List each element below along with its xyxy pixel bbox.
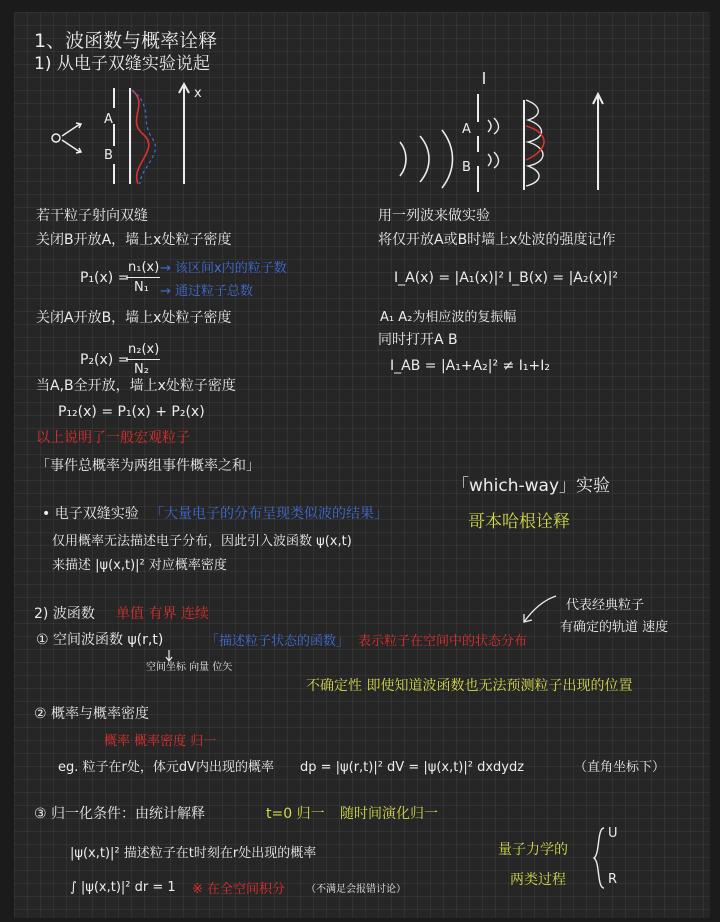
particle-line-4: 当A,B全开放，墙上x处粒子密度 (36, 378, 236, 394)
norm-meaning: |ψ(x,t)|² 描述粒子在t时刻在r处出现的概率 (70, 846, 317, 861)
blue-distribution-curve (132, 90, 155, 184)
p1-lhs: P₁(x) = (80, 270, 130, 286)
qm-u: U (608, 826, 618, 841)
arrow-lower (62, 140, 81, 153)
norm-integral: ∫ |ψ(x,t)|² dr = 1 (70, 880, 176, 895)
prob-cartesian-note: （直角坐标下） (574, 760, 666, 775)
down-arrow-icon (164, 650, 174, 662)
p2-lhs: P₂(x) = (80, 352, 130, 368)
p1-note-numerator: → 该区间x内的粒子数 (160, 261, 287, 276)
uncertainty-note: 不确定性 即使知道波函数也无法预测粒子出现的位置 (306, 678, 633, 694)
wave-line-1: 用一列波来做实验 (378, 208, 490, 224)
p2-denominator: N₂ (134, 362, 149, 377)
brace-icon (592, 826, 606, 890)
wavefn-heading: 2) 波函数 (34, 606, 95, 622)
wavefn-red-tags: 单值 有界 连续 (116, 606, 209, 622)
intensity-b: I_B(x) = |A₂(x)|² (508, 270, 619, 286)
qm-r: R (608, 872, 618, 887)
particle-line-5: 「事件总概率为两组事件概率之和」 (36, 458, 260, 474)
red-note-macro: 以上说明了一般宏观粒子 (36, 430, 190, 446)
slit-label-b: B (104, 148, 113, 163)
p1-fraction-bar (126, 277, 160, 278)
p1-denominator: N₁ (134, 280, 149, 295)
prob-dp-formula: dp = |ψ(r,t)|² dV = |ψ(x,t)|² dxdydz (300, 760, 525, 775)
which-way-title: 「which-way」实验 (452, 476, 611, 496)
intensity-ab: I_AB = |A₁+A₂|² ≠ I₁+I₂ (390, 358, 550, 374)
intensity-a: I_A(x) = |A₁(x)|² (394, 270, 504, 286)
electron-bullet: • 电子双缝实验 (42, 506, 139, 522)
arrow-upper (62, 123, 81, 136)
prob-red-tags: 概率 概率密度 归一 (104, 734, 217, 749)
p2-numerator: n₂(x) (128, 342, 160, 357)
wavefn-blue-box: 「描述粒子状态的函数」 (206, 634, 350, 649)
particle-line-3: 关闭A开放B，墙上x处粒子密度 (36, 310, 232, 326)
particle-line-2: 关闭B开放A，墙上x处粒子密度 (36, 232, 232, 248)
electron-line-2: 来描述 |ψ(x,t)|² 对应概率密度 (52, 558, 227, 573)
electron-box-note: 「大量电子的分布呈现类似波的结果」 (150, 506, 388, 522)
double-slit-particle-diagram (40, 80, 220, 190)
section-title: 1、波函数与概率诠释 (34, 30, 218, 52)
wave-line-4: 同时打开A B (378, 332, 458, 348)
slit-label-a: A (104, 112, 113, 127)
classic-line-2: 有确定的轨道 速度 (560, 620, 669, 635)
electron-line-1: 仅用概率无法描述电子分布，因此引入波函数 ψ(x,t) (52, 534, 352, 549)
norm-t0: t=0 归一 (266, 806, 325, 822)
wave-line-3: A₁ A₂为相应波的复振幅 (380, 310, 517, 325)
norm-gray-note: （不满足会报错讨论） (306, 884, 406, 895)
double-slit-wave-diagram (392, 70, 622, 195)
qm-line-1: 量子力学的 (498, 842, 568, 858)
wavefn-item-1: ① 空间波函数 ψ(r,t) (36, 632, 164, 648)
wavefn-red-note: 表示粒子在空间中的状态分布 (358, 634, 528, 649)
subsection-title: 1) 从电子双缝实验说起 (34, 54, 210, 74)
prob-eg: eg. 粒子在r处，体元dV内出现的概率 (58, 760, 275, 775)
p2-fraction-bar (126, 359, 160, 360)
p12-formula: P₁₂(x) = P₁(x) + P₂(x) (58, 404, 205, 420)
wave-line-2: 将仅开放A或B时墙上x处波的强度记作 (378, 232, 616, 248)
particle-line-1: 若干粒子射向双缝 (36, 208, 148, 224)
norm-red-note: ※ 在全空间积分 (192, 882, 286, 897)
classic-line-1: 代表经典粒子 (566, 598, 645, 613)
prob-item-2: ② 概率与概率密度 (34, 706, 150, 722)
qm-line-2: 两类过程 (510, 872, 566, 888)
x-axis-label: x (194, 86, 202, 101)
pointer-arrow-icon (520, 594, 560, 624)
red-distribution-curve (132, 90, 149, 184)
wave-slit-label-b: B (462, 160, 471, 175)
coords-note: 空间坐标 向量 位矢 (146, 662, 233, 673)
copenhagen-label: 哥本哈根诠释 (468, 512, 570, 532)
p1-note-denominator: → 通过粒子总数 (160, 284, 254, 299)
norm-item-3: ③ 归一化条件：由统计解释 (34, 806, 206, 822)
p1-numerator: n₁(x) (128, 260, 160, 275)
particle-source-icon (52, 134, 60, 142)
norm-evolve: 随时间演化归一 (340, 806, 438, 822)
wave-slit-label-a: A (462, 122, 471, 137)
